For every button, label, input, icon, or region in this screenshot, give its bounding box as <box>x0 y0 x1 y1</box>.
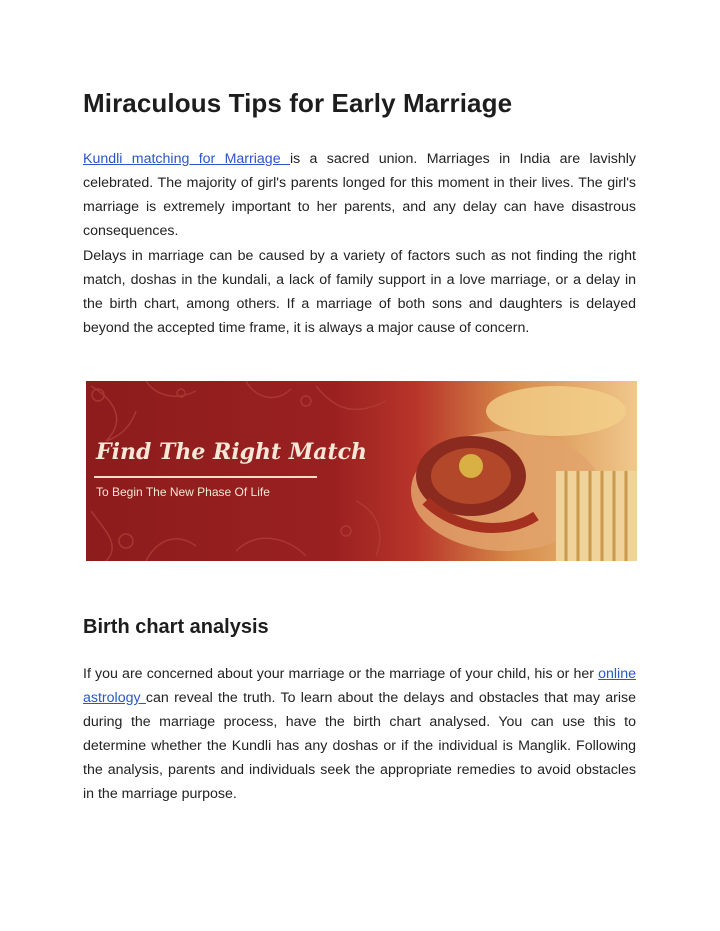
section-heading: Birth chart analysis <box>83 616 269 638</box>
kundli-matching-link[interactable]: Kundli matching for Marriage <box>83 151 290 167</box>
delays-paragraph: Delays in marriage can be caused by a variety of factors such as not finding the right match, doshas in the kundali, a lack of family support in a love marriage, or a delay in the birth chart, among others. If a marriage of both sons and daughters is delayed beyond the accepted time frame, it is always a major cause of concern. <box>83 248 636 336</box>
intro-text: is a sacred union. Marriages in India are lavishly celebrated. The majority of girl's parents longed for this moment in their lives. The girl's marriage is extremely important to her parents, and any delay can have disastrous consequences. <box>83 151 636 239</box>
banner-headline: Find The Right Match <box>96 439 368 465</box>
banner-subline: To Begin The New Phase Of Life <box>96 485 270 499</box>
page-title: Miraculous Tips for Early Marriage <box>83 88 513 118</box>
section-lead-text: If you are concerned about your marriage or the marriage of your child, his or her <box>83 666 599 682</box>
intro-paragraph <box>83 147 636 243</box>
online-astrology-link[interactable]: online astrology <box>83 666 636 706</box>
section-text: can reveal the truth. To learn about the delays and obstacles that may arise during the marriage process, have the birth chart analysed. You can use this to determine whether the Kundli has any doshas or if the individual is Manglik. Following the analysis, parents and individuals seek the appropriate remedies to avoid obstacles in the marriage purpose. <box>83 690 636 802</box>
banner-divider <box>94 476 317 478</box>
wedding-banner-image <box>86 381 637 561</box>
banner-illustration <box>86 381 637 561</box>
birth-chart-paragraph <box>83 662 636 806</box>
